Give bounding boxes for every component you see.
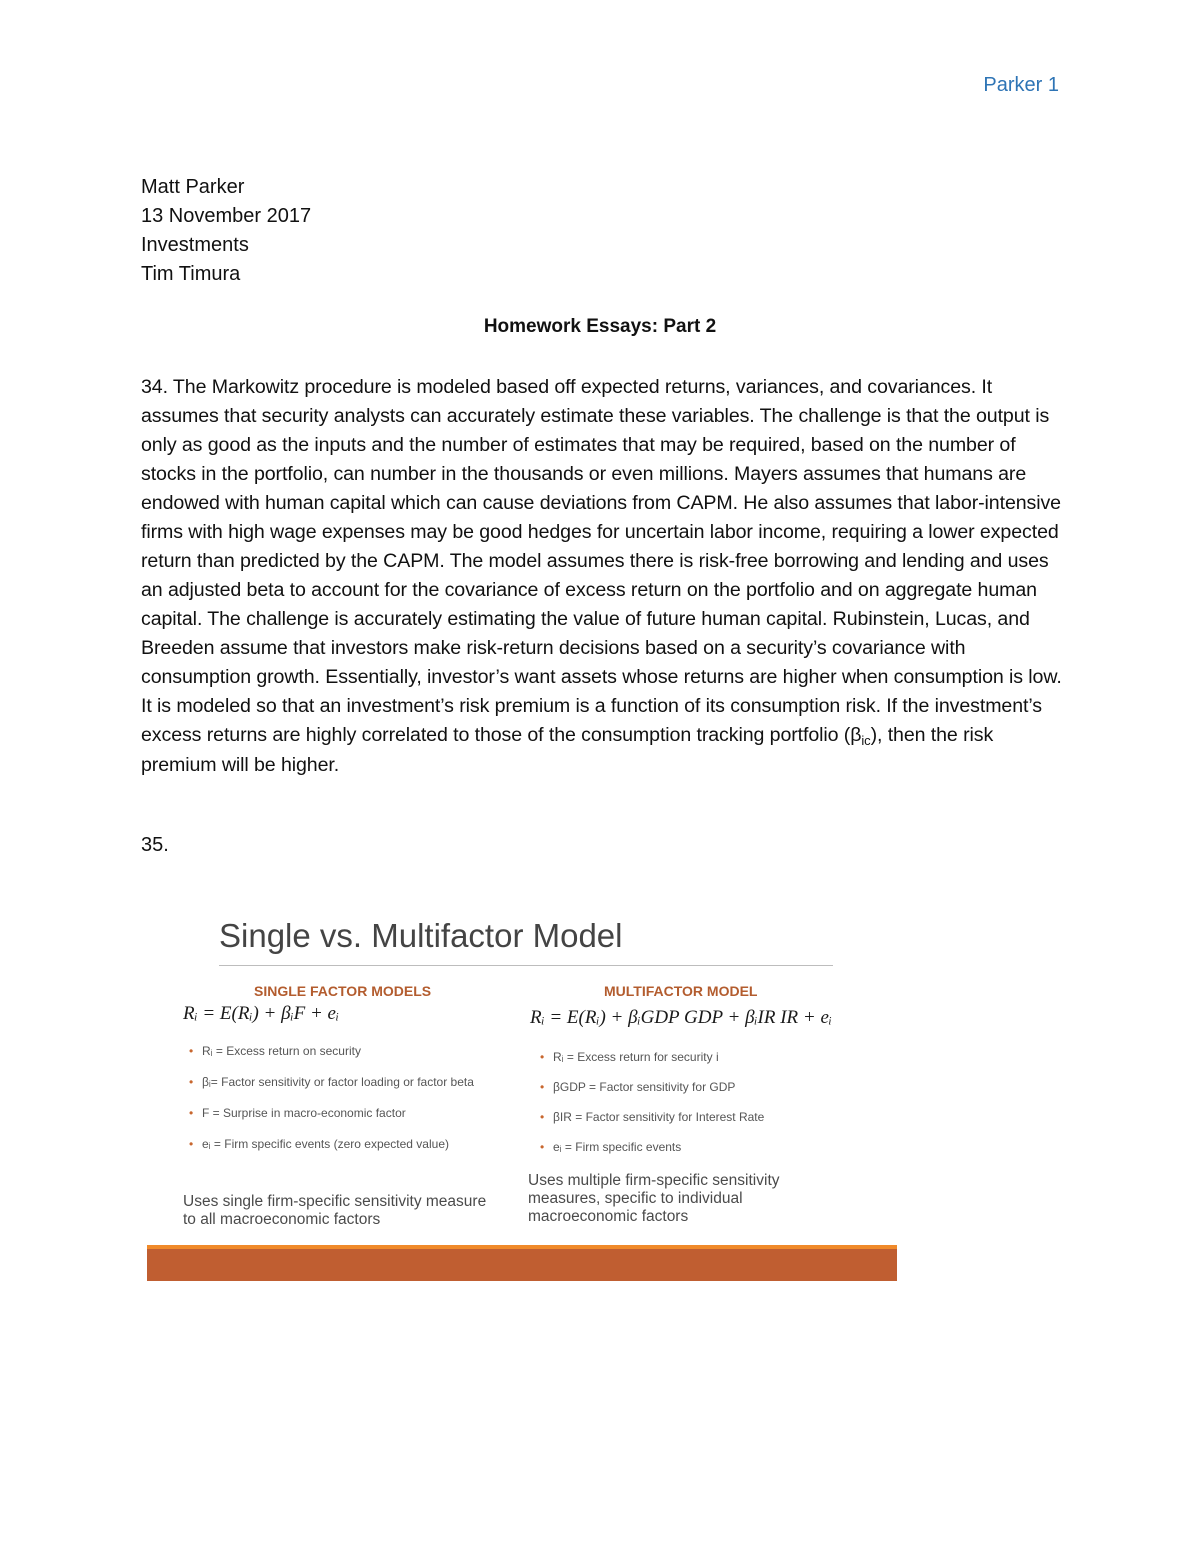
heading-block bbox=[141, 173, 311, 289]
list-item: • eᵢ = Firm specific events (zero expected value) bbox=[187, 1136, 487, 1152]
course-name: Investments bbox=[141, 234, 249, 256]
author-name: Matt Parker bbox=[141, 176, 245, 198]
single-factor-bullets bbox=[187, 1043, 487, 1167]
answer-34-tail: ), then the risk premium will be higher. bbox=[141, 724, 994, 776]
slide-title-rule bbox=[219, 965, 833, 966]
multifactor-formula: Rᵢ = E(Rᵢ) + βᵢGDP GDP + βᵢIR IR + eᵢ bbox=[530, 1007, 832, 1028]
instructor-name: Tim Timura bbox=[141, 263, 241, 285]
page-header: Parker 1 bbox=[983, 74, 1059, 96]
answer-34-text: 34. The Markowitz procedure is modeled based off expected returns, variances, and covariances. It assumes that security analysts can accurately estimate these variables. The challenge is that the output is only as good as the inputs and the number of estimates that may be required, based on the number of stocks in the portfolio, can number in the thousands or even millions. Mayers assumes that humans are endowed with human capital which can cause deviations from CAPM. He also assumes that labor-intensive firms with high wage expenses may be good hedges for uncertain labor income, requiring a lower expected return than predicted by the CAPM. The model assumes there is risk-free borrowing and lending and uses an adjusted beta to account for the covariance of excess return on the portfolio and on aggregate human capital. The challenge is accurately estimating the value of future human capital. Rubinstein, Lucas, and Breeden assume that investors make risk-return decisions based on a security’s covariance with consumption growth. Essentially, investor’s want assets whose returns are higher when consumption is low. It is modeled so that an investment’s risk premium is a function of its consumption risk. If the investment’s excess returns are highly correlated to those of the consumption tracking portfolio (β bbox=[141, 376, 1062, 746]
answer-35-label: 35. bbox=[141, 834, 169, 856]
single-factor-summary: Uses single firm-specific sensitivity measure to all macroeconomic factors bbox=[183, 1193, 487, 1228]
list-item: • eᵢ = Firm specific events bbox=[538, 1139, 838, 1155]
list-item: • βGDP = Factor sensitivity for GDP bbox=[538, 1079, 838, 1095]
slide-footer-bar bbox=[147, 1249, 897, 1281]
answer-34 bbox=[141, 373, 1066, 780]
single-factor-formula: Rᵢ = E(Rᵢ) + βᵢF + eᵢ bbox=[183, 1003, 339, 1024]
multifactor-summary: Uses multiple firm-specific sensitivity measures, specific to individual macroeconomic factors bbox=[528, 1172, 780, 1225]
list-item: • F = Surprise in macro-economic factor bbox=[187, 1105, 487, 1121]
slide-title: Single vs. Multifactor Model bbox=[219, 917, 623, 954]
essay-body bbox=[141, 373, 1066, 780]
list-item: • Rᵢ = Excess return for security i bbox=[538, 1049, 838, 1065]
beta-subscript: ic bbox=[861, 733, 871, 748]
single-factor-heading: SINGLE FACTOR MODELS bbox=[254, 983, 432, 999]
list-item: • βᵢ= Factor sensitivity or factor loading or factor beta bbox=[187, 1074, 487, 1090]
multifactor-bullets bbox=[538, 1049, 838, 1169]
multifactor-heading: MULTIFACTOR MODEL bbox=[604, 983, 758, 999]
essay-title: Homework Essays: Part 2 bbox=[483, 316, 717, 337]
date: 13 November 2017 bbox=[141, 205, 312, 227]
list-item: • Rᵢ = Excess return on security bbox=[187, 1043, 487, 1059]
list-item: • βIR = Factor sensitivity for Interest Rate bbox=[538, 1109, 838, 1125]
slide-image bbox=[147, 903, 897, 1281]
